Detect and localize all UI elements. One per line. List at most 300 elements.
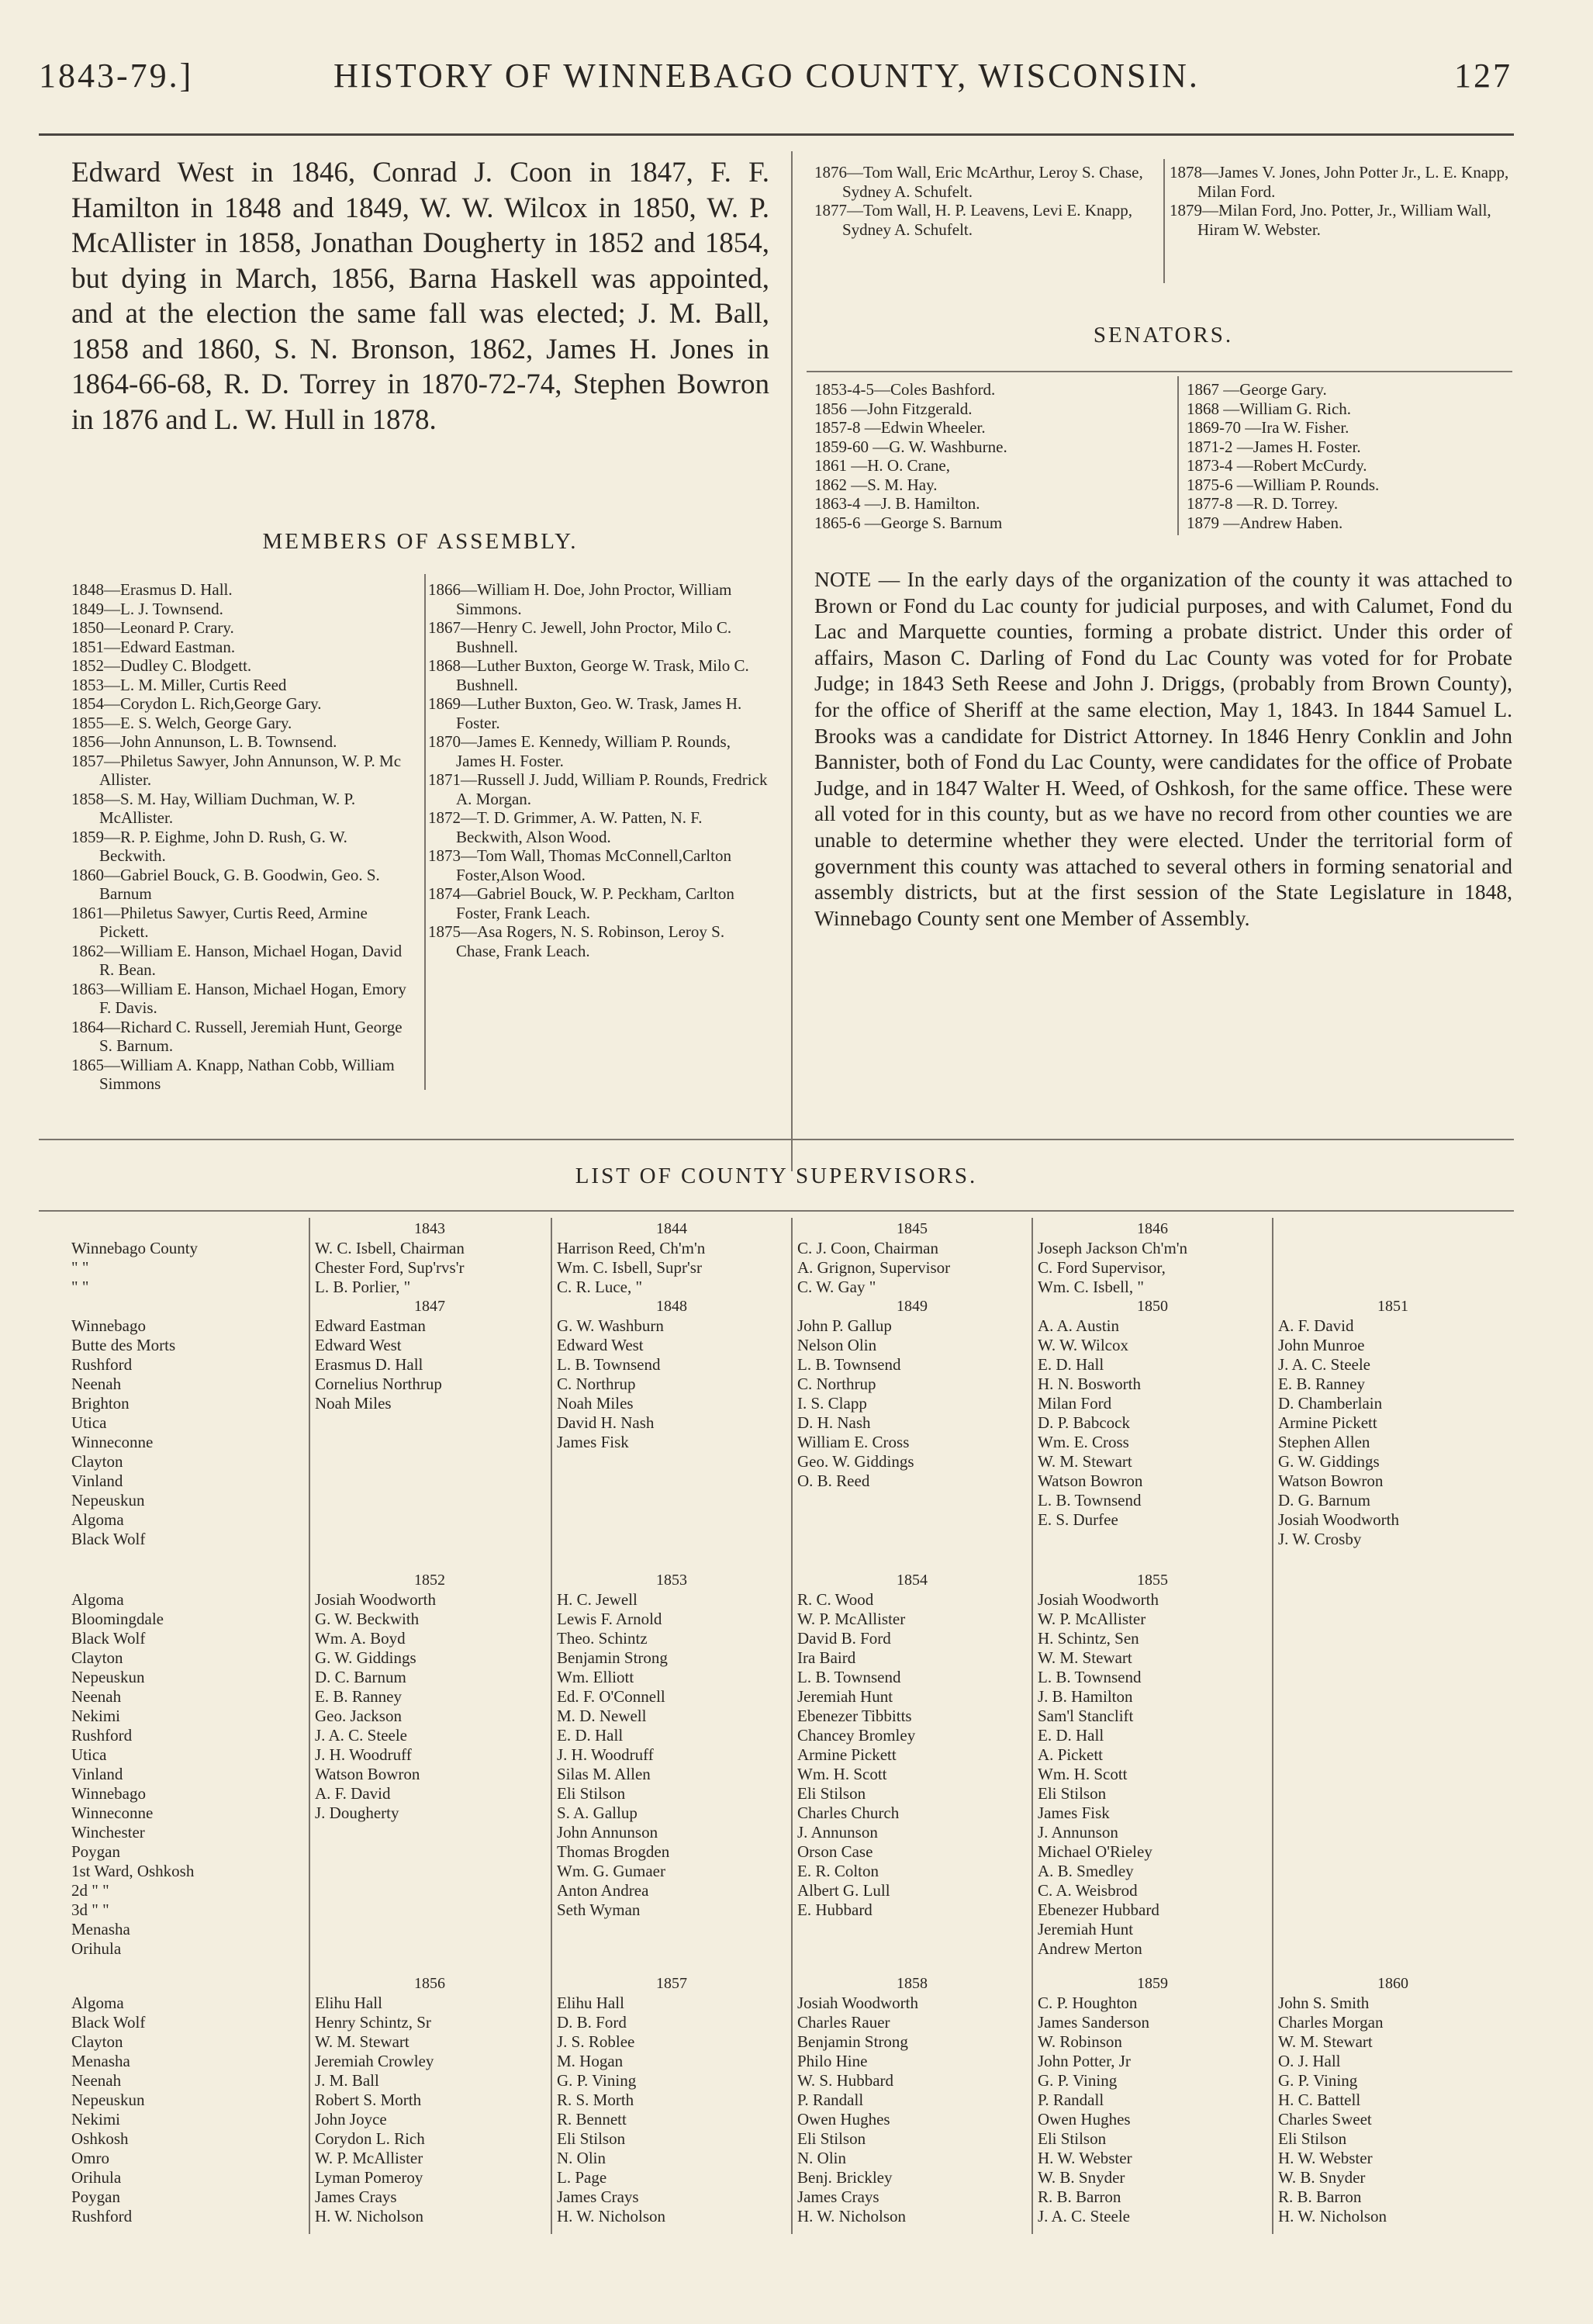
supervisor-name: W. M. Stewart — [315, 2032, 409, 2051]
supervisor-name: L. B. Townsend — [1038, 1491, 1142, 1510]
supervisor-name: Noah Miles — [315, 1394, 392, 1413]
supervisor-name: G. P. Vining — [557, 2071, 637, 2090]
town-name: Neenah — [71, 2071, 122, 2090]
town-name: Rushford — [71, 1726, 133, 1745]
supervisor-name: R. S. Morth — [557, 2091, 634, 2109]
supervisor-name: D. H. Nash — [797, 1413, 871, 1432]
supervisor-name: Corydon L. Rich — [315, 2129, 425, 2148]
supervisor-name: Ira Baird — [797, 1648, 856, 1667]
town-name: Butte des Morts — [71, 1336, 176, 1354]
supervisor-name: G. W. Giddings — [315, 1648, 416, 1667]
assembly-entry: 1875—Asa Rogers, N. S. Robinson, Leroy S. Chase, Frank Leach. — [428, 922, 725, 960]
supervisor-name: Jeremiah Crowley — [315, 2052, 434, 2070]
town-name: Rushford — [71, 2207, 133, 2225]
supervisor-name: Benjamin Strong — [557, 1648, 668, 1667]
supervisor-name: James Crays — [557, 2187, 639, 2206]
supervisor-name: E. B. Ranney — [1278, 1375, 1365, 1393]
supervisor-name: C. P. Houghton — [1038, 1994, 1138, 2012]
supervisor-name: John Joyce — [315, 2110, 387, 2129]
supervisor-name: J. H. Woodruff — [315, 1745, 412, 1764]
town-name: Nepeuskun — [71, 1491, 145, 1510]
supervisor-name: E. Hubbard — [797, 1900, 873, 1919]
town-name: Poygan — [71, 1842, 120, 1861]
supervisor-name: C. Ford Supervisor, — [1038, 1258, 1166, 1277]
town-name: Winneconne — [71, 1433, 154, 1451]
supervisor-name: N. Olin — [797, 2149, 846, 2167]
supervisor-name: James Fisk — [557, 1433, 629, 1451]
supervisor-name: P. Randall — [797, 2091, 864, 2109]
year-heading: 1850 — [1137, 1298, 1168, 1315]
supervisor-name: Silas M. Allen — [557, 1765, 651, 1783]
supervisor-name: Seth Wyman — [557, 1900, 641, 1919]
supervisor-name: E. S. Durfee — [1038, 1510, 1118, 1529]
supervisor-name: Lewis F. Arnold — [557, 1610, 662, 1628]
supervisor-name: Eli Stilson — [1038, 2129, 1107, 2148]
supervisor-name: W. W. Wilcox — [1038, 1336, 1128, 1354]
assembly-entry: 1858—S. M. Hay, William Duchman, W. P. McAllister. — [71, 789, 356, 827]
town-name: Vinland — [71, 1765, 123, 1783]
supervisor-name: O. J. Hall — [1278, 2052, 1341, 2070]
senator-entry: 1867 —George Gary. — [1187, 380, 1327, 399]
supervisor-name: A. Grignon, Supervisor — [797, 1258, 951, 1277]
supervisors-title: LIST OF COUNTY SUPERVISORS. — [575, 1164, 978, 1188]
senator-entry: 1873-4 —Robert McCurdy. — [1187, 456, 1367, 475]
supervisor-name: Eli Stilson — [557, 2129, 626, 2148]
supervisor-name: Noah Miles — [557, 1394, 634, 1413]
supervisor-name: Anton Andrea — [557, 1881, 649, 1900]
assembly-entry: 1853—L. M. Miller, Curtis Reed — [71, 675, 287, 694]
supervisor-name: A. F. David — [1278, 1316, 1354, 1335]
town-name: Algoma — [71, 1590, 124, 1609]
assembly-entry: 1867—Henry C. Jewell, John Proctor, Milo C. Bushnell. — [428, 618, 732, 656]
header-rule — [39, 133, 1514, 136]
town-name: 1st Ward, Oshkosh — [71, 1862, 195, 1880]
town-name: Winnebago County — [71, 1239, 199, 1257]
supervisor-name: Erasmus D. Hall — [315, 1355, 423, 1374]
senator-entry: 1875-6 —William P. Rounds. — [1187, 475, 1380, 494]
supervisor-name: Philo Hine — [797, 2052, 868, 2070]
supervisor-name: Andrew Merton — [1038, 1939, 1142, 1958]
supervisor-name: G. W. Giddings — [1278, 1452, 1380, 1471]
senator-entry: 1862 —S. M. Hay. — [814, 475, 938, 494]
supervisor-name: Wm. G. Gumaer — [557, 1862, 665, 1880]
year-heading: 1843 — [414, 1220, 445, 1237]
supervisor-name: Geo. W. Giddings — [797, 1452, 914, 1471]
supervisor-name: Owen Hughes — [797, 2110, 890, 2129]
supervisor-name: Ebenezer Tibbitts — [797, 1707, 912, 1725]
header-date-range: 1843-79.] — [39, 57, 194, 95]
town-name: Black Wolf — [71, 1530, 146, 1548]
supervisor-name: H. Schintz, Sen — [1038, 1629, 1139, 1648]
supervisor-name: W. Robinson — [1038, 2032, 1122, 2051]
year-heading: 1854 — [897, 1572, 928, 1589]
assembly-entry: 1856—John Annunson, L. B. Townsend. — [71, 732, 337, 751]
town-name: Nekimi — [71, 1707, 120, 1725]
supervisor-name: C. R. Luce, " — [557, 1278, 643, 1296]
town-name: Bloomingdale — [71, 1610, 164, 1628]
town-name: Neenah — [71, 1375, 122, 1393]
town-name: Black Wolf — [71, 2013, 146, 2032]
senators-right-list — [1187, 380, 1512, 532]
town-name: 2d " " — [71, 1881, 109, 1900]
supervisor-name: Jeremiah Hunt — [1038, 1920, 1134, 1938]
supervisor-name: Eli Stilson — [1278, 2129, 1347, 2148]
supervisor-name: Eli Stilson — [797, 1784, 866, 1803]
supervisor-name: Thomas Brogden — [557, 1842, 670, 1861]
assembly-entry: 1866—William H. Doe, John Proctor, William Simmons. — [428, 580, 732, 618]
supervisor-name: J. B. Hamilton — [1038, 1687, 1133, 1706]
supervisor-name: Eli Stilson — [1038, 1784, 1107, 1803]
supervisor-name: D. G. Barnum — [1278, 1491, 1370, 1510]
assembly-entry: 1848—Erasmus D. Hall. — [71, 580, 233, 599]
table-column-divider — [791, 1218, 793, 2234]
supervisor-name: C. Northrup — [557, 1375, 636, 1393]
supervisor-name: James Fisk — [1038, 1804, 1110, 1822]
senator-entry: 1859-60 —G. W. Washburne. — [814, 437, 1007, 456]
assembly-entry: 1868—Luther Buxton, George W. Trask, Milo C. Bushnell. — [428, 656, 749, 694]
town-name: Orihula — [71, 2168, 122, 2187]
assembly-continued-left — [814, 163, 1156, 239]
supervisor-name: Elihu Hall — [315, 1994, 382, 2012]
supervisor-name: H. W. Nicholson — [797, 2207, 907, 2225]
assembly-entry: 1850—Leonard P. Crary. — [71, 618, 234, 637]
town-name: Winnebago — [71, 1784, 146, 1803]
supervisor-name: W. C. Isbell, Chairman — [315, 1239, 465, 1257]
supervisor-name: J. A. C. Steele — [1278, 1355, 1370, 1374]
column-divider — [791, 151, 793, 1171]
supervisor-name: John Munroe — [1278, 1336, 1365, 1354]
year-heading: 1847 — [414, 1298, 445, 1315]
supervisor-name: Milan Ford — [1038, 1394, 1112, 1413]
assembly-entry: 1873—Tom Wall, Thomas McConnell,Carlton Foster,Alson Wood. — [428, 846, 731, 884]
assembly-continued-right — [1170, 163, 1512, 239]
supervisor-name: L. B. Townsend — [557, 1355, 661, 1374]
assembly-entry: 1851—Edward Eastman. — [71, 637, 236, 656]
supervisor-name: D. P. Babcock — [1038, 1413, 1130, 1432]
supervisor-name: Theo. Schintz — [557, 1629, 648, 1648]
supervisor-name: Henry Schintz, Sr — [315, 2013, 431, 2032]
supervisor-name: Michael O'Rieley — [1038, 1842, 1152, 1861]
supervisor-name: David H. Nash — [557, 1413, 655, 1432]
supervisor-name: D. B. Ford — [557, 2013, 627, 2032]
supervisor-name: Geo. Jackson — [315, 1707, 402, 1725]
supervisors-table-rule — [39, 1210, 1514, 1212]
supervisor-name: J. A. C. Steele — [315, 1726, 407, 1745]
supervisor-name: John S. Smith — [1278, 1994, 1370, 2012]
senators-rule — [807, 371, 1512, 372]
supervisor-name: Lyman Pomeroy — [315, 2168, 423, 2187]
town-name: Menasha — [71, 1920, 130, 1938]
town-name: Vinland — [71, 1472, 123, 1490]
town-name: Menasha — [71, 2052, 130, 2070]
supervisor-name: Josiah Woodworth — [315, 1590, 437, 1609]
supervisor-name: Harrison Reed, Ch'm'n — [557, 1239, 706, 1257]
supervisor-name: C. W. Gay " — [797, 1278, 876, 1296]
supervisor-name: W. P. McAllister — [315, 2149, 423, 2167]
supervisor-name: Watson Bowron — [1278, 1472, 1384, 1490]
supervisor-name: John Annunson — [557, 1823, 658, 1842]
supervisor-name: W. M. Stewart — [1278, 2032, 1373, 2051]
assembly-entry: 1865—William A. Knapp, Nathan Cobb, William Simmons — [71, 1055, 395, 1093]
town-name: Winnebago — [71, 1316, 146, 1335]
supervisor-name: Wm. H. Scott — [1038, 1765, 1128, 1783]
supervisor-name: O. B. Reed — [797, 1472, 870, 1490]
senator-entry: 1861 —H. O. Crane, — [814, 456, 950, 475]
supervisor-name: W. P. McAllister — [797, 1610, 906, 1628]
supervisor-name: Watson Bowron — [315, 1765, 420, 1783]
town-name: Nekimi — [71, 2110, 120, 2129]
supervisor-name: E. D. Hall — [1038, 1355, 1104, 1374]
supervisor-name: Sam'l Stanclift — [1038, 1707, 1134, 1725]
supervisor-name: H. W. Nicholson — [557, 2207, 666, 2225]
assembly-entry: 1864—Richard C. Russell, Jeremiah Hunt, George S. Barnum. — [71, 1017, 403, 1055]
supervisor-name: Nelson Olin — [797, 1336, 877, 1354]
supervisor-name: W. M. Stewart — [1038, 1452, 1132, 1471]
town-name: " " — [71, 1258, 89, 1277]
supervisor-name: G. W. Washburn — [557, 1316, 664, 1335]
assembly-entry: 1857—Philetus Sawyer, John Annunson, W. P. Mc Allister. — [71, 751, 402, 789]
supervisor-name: E. D. Hall — [1038, 1726, 1104, 1745]
supervisor-name: M. D. Newell — [557, 1707, 647, 1725]
supervisor-name: Benjamin Strong — [797, 2032, 908, 2051]
senator-entry: 1877-8 —R. D. Torrey. — [1187, 494, 1339, 513]
supervisor-name: James Crays — [797, 2187, 879, 2206]
supervisor-name: A. B. Smedley — [1038, 1862, 1134, 1880]
assembly-entry: 1852—Dudley C. Blodgett. — [71, 656, 252, 675]
town-name: Winchester — [71, 1823, 145, 1842]
supervisor-name: D. Chamberlain — [1278, 1394, 1383, 1413]
town-name: 3d " " — [71, 1900, 109, 1919]
supervisors-rule — [39, 1139, 1514, 1140]
town-name: " " — [71, 1278, 89, 1296]
supervisor-name: L. B. Townsend — [797, 1668, 901, 1686]
assembly-entry: 1855—E. S. Welch, George Gary. — [71, 713, 292, 732]
supervisor-name: John Potter, Jr — [1038, 2052, 1131, 2070]
assembly-title: MEMBERS OF ASSEMBLY. — [262, 529, 579, 554]
supervisor-name: J. Annunson — [797, 1823, 878, 1842]
supervisor-name: Cornelius Northrup — [315, 1375, 442, 1393]
year-heading: 1856 — [414, 1975, 445, 1992]
supervisor-name: Benj. Brickley — [797, 2168, 893, 2187]
supervisor-name: Orson Case — [797, 1842, 873, 1861]
town-name: Clayton — [71, 2032, 123, 2051]
year-heading: 1849 — [897, 1298, 928, 1315]
supervisor-name: Edward West — [557, 1336, 644, 1354]
supervisor-name: J. H. Woodruff — [557, 1745, 654, 1764]
supervisor-name: H. W. Nicholson — [1278, 2207, 1387, 2225]
supervisor-name: I. S. Clapp — [797, 1394, 867, 1413]
supervisor-name: Stephen Allen — [1278, 1433, 1370, 1451]
town-name: Clayton — [71, 1452, 123, 1471]
supervisor-name: John P. Gallup — [797, 1316, 892, 1335]
assembly-entry: 1870—James E. Kennedy, William P. Rounds, James H. Foster. — [428, 732, 731, 770]
supervisor-name: C. A. Weisbrod — [1038, 1881, 1138, 1900]
supervisor-name: R. Bennett — [557, 2110, 627, 2129]
town-name: Algoma — [71, 1510, 124, 1529]
supervisor-name: J. W. Crosby — [1278, 1530, 1362, 1548]
assembly-entry: 1876—Tom Wall, Eric McArthur, Leroy S. Chase, Sydney A. Schufelt. — [814, 163, 1143, 201]
supervisor-name: Eli Stilson — [557, 1784, 626, 1803]
supervisor-name: E. B. Ranney — [315, 1687, 402, 1706]
supervisor-name: Josiah Woodworth — [1278, 1510, 1400, 1529]
supervisor-name: J. A. C. Steele — [1038, 2207, 1130, 2225]
senator-entry: 1863-4 —J. B. Hamilton. — [814, 494, 980, 513]
supervisor-name: Chester Ford, Sup'rvs'r — [315, 1258, 465, 1277]
supervisor-name: N. Olin — [557, 2149, 606, 2167]
supervisor-name: Ebenezer Hubbard — [1038, 1900, 1159, 1919]
supervisor-name: H. W. Webster — [1278, 2149, 1373, 2167]
town-name: Nepeuskun — [71, 2091, 145, 2109]
supervisor-name: L. Page — [557, 2168, 607, 2187]
supervisor-name: W. B. Snyder — [1278, 2168, 1366, 2187]
year-heading: 1857 — [656, 1975, 687, 1992]
town-name: Oshkosh — [71, 2129, 129, 2148]
supervisor-name: Elihu Hall — [557, 1994, 624, 2012]
assembly-entry: 1862—William E. Hanson, Michael Hogan, David R. Bean. — [71, 941, 403, 979]
supervisor-name: Ed. F. O'Connell — [557, 1687, 665, 1706]
supervisor-name: Edward West — [315, 1336, 402, 1354]
table-column-divider — [309, 1218, 310, 2234]
senator-entry: 1879 —Andrew Haben. — [1187, 513, 1343, 532]
supervisor-name: Wm. Elliott — [557, 1668, 634, 1686]
senators-title: SENATORS. — [1093, 323, 1234, 348]
supervisor-name: G. W. Beckwith — [315, 1610, 420, 1628]
supervisor-name: J. S. Roblee — [557, 2032, 635, 2051]
supervisor-name: A. F. David — [315, 1784, 391, 1803]
assembly-entry: 1877—Tom Wall, H. P. Leavens, Levi E. Knapp, Sydney A. Schufelt. — [814, 201, 1132, 239]
town-name: Winneconne — [71, 1804, 154, 1822]
supervisor-name: G. P. Vining — [1038, 2071, 1118, 2090]
senator-entry: 1856 —John Fitzgerald. — [814, 399, 973, 418]
supervisor-name: William E. Cross — [797, 1433, 910, 1451]
supervisor-name: P. Randall — [1038, 2091, 1104, 2109]
supervisor-name: S. A. Gallup — [557, 1804, 638, 1822]
town-name: Clayton — [71, 1648, 123, 1667]
supervisor-name: E. D. Hall — [557, 1726, 624, 1745]
supervisor-name: Wm. A. Boyd — [315, 1629, 406, 1648]
supervisor-name: R. B. Barron — [1278, 2187, 1362, 2206]
supervisor-name: D. C. Barnum — [315, 1668, 406, 1686]
page-number: 127 — [1454, 57, 1512, 95]
supervisor-name: E. R. Colton — [797, 1862, 879, 1880]
supervisor-name: Charles Church — [797, 1804, 900, 1822]
assembly-divider — [424, 574, 426, 1090]
senator-entry: 1857-8 —Edwin Wheeler. — [814, 418, 986, 437]
town-name: Brighton — [71, 1394, 130, 1413]
supervisor-name: H. W. Webster — [1038, 2149, 1132, 2167]
year-heading: 1853 — [656, 1572, 687, 1589]
senator-entry: 1869-70 —Ira W. Fisher. — [1187, 418, 1349, 437]
assembly-entry: 1863—William E. Hanson, Michael Hogan, Emory F. Davis. — [71, 979, 406, 1017]
senator-entry: 1871-2 —James H. Foster. — [1187, 437, 1361, 456]
supervisor-name: Albert G. Lull — [797, 1881, 890, 1900]
year-heading: 1848 — [656, 1298, 687, 1315]
supervisor-name: A. Pickett — [1038, 1745, 1103, 1764]
assembly-left-list — [71, 580, 416, 1094]
town-name: Utica — [71, 1413, 107, 1432]
year-heading: 1859 — [1137, 1975, 1168, 1992]
assembly-entry: 1872—T. D. Grimmer, A. W. Patten, N. F. Beckwith, Alson Wood. — [428, 808, 703, 846]
supervisor-name: Wm. C. Isbell, " — [1038, 1278, 1144, 1296]
supervisor-name: Robert S. Morth — [315, 2091, 422, 2109]
supervisor-name: L. B. Townsend — [1038, 1668, 1142, 1686]
supervisor-name: Charles Morgan — [1278, 2013, 1384, 2032]
assembly-continued-divider — [1163, 159, 1165, 283]
town-name: Rushford — [71, 1355, 133, 1374]
table-column-divider — [1031, 1218, 1033, 2234]
supervisor-name: W. P. McAllister — [1038, 1610, 1146, 1628]
supervisor-name: W. S. Hubbard — [797, 2071, 894, 2090]
year-heading: 1845 — [897, 1220, 928, 1237]
supervisor-name: R. B. Barron — [1038, 2187, 1121, 2206]
year-heading: 1852 — [414, 1572, 445, 1589]
supervisor-name: J. Annunson — [1038, 1823, 1118, 1842]
town-name: Nepeuskun — [71, 1668, 145, 1686]
year-heading: 1860 — [1377, 1975, 1408, 1992]
supervisor-name: L. B. Porlier, " — [315, 1278, 411, 1296]
supervisor-name: Joseph Jackson Ch'm'n — [1038, 1239, 1188, 1257]
supervisor-name: David B. Ford — [797, 1629, 891, 1648]
supervisor-name: Charles Rauer — [797, 2013, 890, 2032]
supervisor-name: Edward Eastman — [315, 1316, 426, 1335]
town-name: Orihula — [71, 1939, 122, 1958]
town-name: Black Wolf — [71, 1629, 146, 1648]
senators-divider — [1177, 376, 1179, 535]
supervisor-name: Josiah Woodworth — [1038, 1590, 1159, 1609]
supervisor-name: Watson Bowron — [1038, 1472, 1143, 1490]
town-name: Neenah — [71, 1687, 122, 1706]
table-column-divider — [551, 1218, 552, 2234]
assembly-entry: 1874—Gabriel Bouck, W. P. Peckham, Carlton Foster, Frank Leach. — [428, 884, 734, 922]
year-heading: 1846 — [1137, 1220, 1168, 1237]
intro-paragraph: Edward West in 1846, Conrad J. Coon in 1847, F. F. Hamilton in 1848 and 1849, W. W. Wilcox in 1850, W. P. McAllister in 1858, Jonathan Dougherty in 1852 and 1854, but dying in March, 1856, Barna Haskell was appointed, and at the election the same fall was elected; J. M. Ball, 1858 and 1860, S. N. Bronson, 1862, James H. Jones in 1864-66-68, R. D. Torrey in 1870-72-74, Stephen Bowron in 1876 and L. W. Hull in 1878. — [71, 157, 769, 436]
supervisor-name: J. M. Ball — [315, 2071, 379, 2090]
supervisor-name: Armine Pickett — [1278, 1413, 1377, 1432]
year-heading: 1851 — [1377, 1298, 1408, 1315]
supervisor-name: Armine Pickett — [797, 1745, 897, 1764]
supervisor-name: R. C. Wood — [797, 1590, 874, 1609]
senators-left-list — [814, 380, 1156, 532]
supervisor-name: Wm. E. Cross — [1038, 1433, 1129, 1451]
assembly-entry: 1859—R. P. Eighme, John D. Rush, G. W. Beckwith. — [71, 827, 347, 865]
supervisor-name: Wm. C. Isbell, Supr'sr — [557, 1258, 702, 1277]
supervisor-name: H. N. Bosworth — [1038, 1375, 1142, 1393]
assembly-entry: 1861—Philetus Sawyer, Curtis Reed, Armine Pickett. — [71, 903, 368, 941]
senator-entry: 1868 —William G. Rich. — [1187, 399, 1352, 418]
supervisor-name: Jeremiah Hunt — [797, 1687, 893, 1706]
supervisor-name: L. B. Townsend — [797, 1355, 901, 1374]
town-name: Poygan — [71, 2187, 120, 2206]
supervisor-name: Eli Stilson — [797, 2129, 866, 2148]
supervisor-name: Josiah Woodworth — [797, 1994, 919, 2012]
supervisor-name: W. B. Snyder — [1038, 2168, 1125, 2187]
page-header — [39, 56, 1512, 102]
supervisor-name: C. Northrup — [797, 1375, 876, 1393]
supervisor-name: H. C. Jewell — [557, 1590, 638, 1609]
supervisor-name: M. Hogan — [557, 2052, 624, 2070]
supervisor-name: Owen Hughes — [1038, 2110, 1131, 2129]
supervisor-name: J. Dougherty — [315, 1804, 399, 1822]
table-column-divider — [1272, 1218, 1273, 2234]
supervisor-name: C. J. Coon, Chairman — [797, 1239, 938, 1257]
note-paragraph: NOTE — In the early days of the organization of the county it was attached to Brown or Fond du Lac county for judicial purposes, and with Calumet, Fond du Lac and Marquette counties, forming a probate district. Under this order of affairs, Mason C. Darling of Fond du Lac County was voted for for Probate Judge; in 1843 Seth Reese and John J. Driggs, (probably from Brown County), for the office of Sheriff at the same election, May 1, 1843. In 1844 Samuel L. Brooks was a candidate for District Attorney. In 1846 Henry Conklin and John Bannister, both of Fond du Lac County, were candidates for the office of Probate Judge, and in 1847 Walter H. Weed, of Oshkosh, for the same office. These were all voted for in this county, but as we have no record from other counties we are unable to determine whether they were elected. Under the territorial form of government this county was attached to several others in forming senatorial and assembly districts, but at the first session of the State Legislature in 1848, Winnebago County sent one Member of Assembly. — [814, 567, 1512, 930]
town-name: Algoma — [71, 1994, 124, 2012]
assembly-entry: 1849—L. J. Townsend. — [71, 599, 223, 618]
senator-entry: 1853-4-5—Coles Bashford. — [814, 380, 996, 399]
header-title: HISTORY OF WINNEBAGO COUNTY, WISCONSIN. — [333, 57, 1200, 95]
senator-entry: 1865-6 —George S. Barnum — [814, 513, 1003, 532]
assembly-entry: 1869—Luther Buxton, Geo. W. Trask, James H. Foster. — [428, 694, 742, 732]
